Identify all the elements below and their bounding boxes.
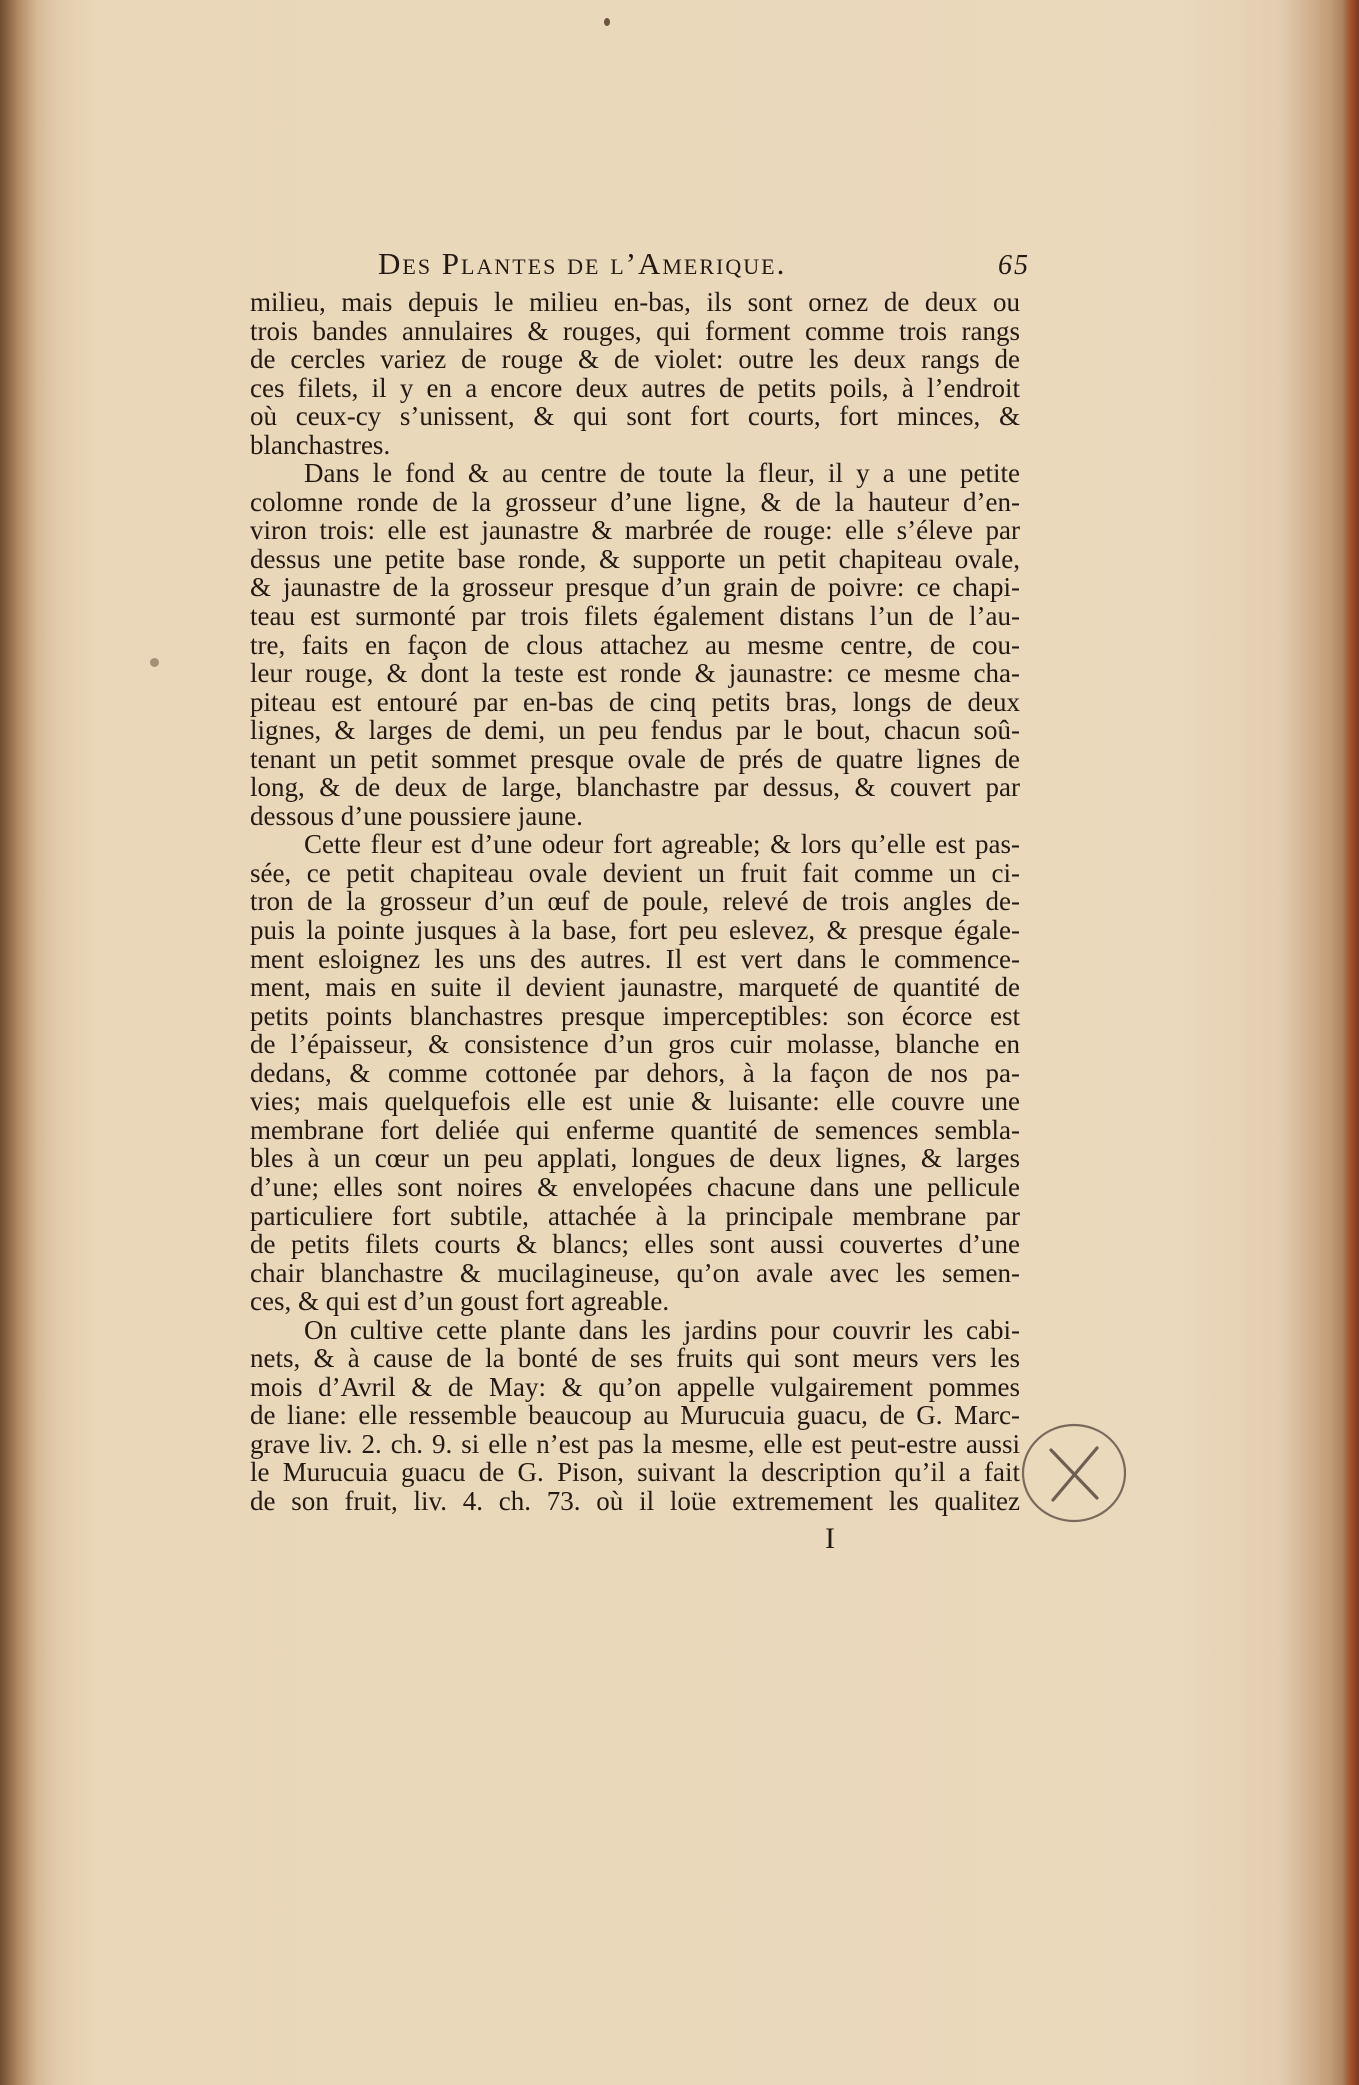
text-line: bles à un cœur un peu applati, longues de deux lignes, & larges xyxy=(250,1143,1020,1174)
body-text xyxy=(250,288,1020,1516)
text-line: d’une; elles sont noires & envelopées chacune dans une pellicule xyxy=(250,1171,1020,1202)
text-line: tre, faits en façon de clous attachez au mesme centre, de cou- xyxy=(250,629,1020,660)
text-line: particuliere fort subtile, attachée à la principale membrane par xyxy=(250,1200,1020,1231)
text-line: ces, & qui est d’un goust fort agreable. xyxy=(250,1286,670,1317)
text-line: chair blanchastre & mucilagineuse, qu’on avale avec les semen- xyxy=(250,1257,1020,1288)
text-line: dedans, & comme cottonée par dehors, à la façon de nos pa- xyxy=(250,1057,1020,1088)
text-line: grave liv. 2. ch. 9. si elle n’est pas la mesme, elle est peut-estre aussi xyxy=(250,1428,1020,1459)
text-line: lignes, & larges de demi, un peu fendus par le bout, chacun soû- xyxy=(250,715,1020,746)
text-line: leur rouge, & dont la teste est ronde & jaunastre: ce mesme cha- xyxy=(250,658,1020,689)
text-line: où ceux-cy s’unissent, & qui sont fort courts, fort minces, & xyxy=(250,401,1020,432)
text-line: mois d’Avril & de May: & qu’on appelle vulgairement pommes xyxy=(250,1371,1020,1402)
text-line: de cercles variez de rouge & de violet: outre les deux rangs de xyxy=(250,344,1020,375)
text-line: ment, mais en suite il devient jaunastre, marqueté de quantité de xyxy=(250,972,1020,1003)
text-line: de liane: elle ressemble beaucoup au Murucuia guacu, de G. Marc- xyxy=(250,1400,1020,1431)
text-line: de petits filets courts & blancs; elles sont aussi couvertes d’une xyxy=(250,1229,1020,1260)
text-block xyxy=(250,244,1030,1556)
text-line: ment esloignez les uns des autres. Il est vert dans le commence- xyxy=(250,943,1020,974)
text-line: tron de la grosseur d’un œuf de poule, relevé de trois angles de- xyxy=(250,886,1020,917)
ink-speck xyxy=(604,18,610,26)
text-line: tenant un petit sommet presque ovale de prés de quatre lignes de xyxy=(250,743,1020,774)
running-head-title: Des Plantes de l’Amerique. xyxy=(378,246,787,281)
ink-speck xyxy=(150,658,159,667)
text-line: teau est surmonté par trois filets également distans l’un de l’au- xyxy=(250,601,1020,632)
text-line: colomne ronde de la grosseur d’une ligne, & de la hauteur d’en- xyxy=(250,486,1020,517)
text-line: milieu, mais depuis le milieu en-bas, ils sont ornez de deux ou xyxy=(250,287,1020,317)
text-line: viron trois: elle est jaunastre & marbrée de rouge: elle s’éleve par xyxy=(250,515,1020,546)
text-line: sée, ce petit chapiteau ovale devient un fruit fait comme un ci- xyxy=(250,857,1020,888)
text-line: On cultive cette plante dans les jardins pour couvrir les cabi- xyxy=(304,1314,1020,1345)
text-line: piteau est entouré par en-bas de cinq petits bras, longs de deux xyxy=(250,686,1020,717)
text-line: long, & de deux de large, blanchastre par dessus, & couvert par xyxy=(250,772,1020,803)
text-line: membrane fort deliée qui enferme quantité de semences sembla- xyxy=(250,1114,1020,1145)
text-line: le Murucuia guacu de G. Pison, suivant la description qu’il a fait xyxy=(250,1457,1020,1488)
text-line: dessous d’une poussiere jaune. xyxy=(250,800,583,831)
binding-gutter xyxy=(0,0,56,2085)
text-line: vies; mais quelquefois elle est unie & luisante: elle couvre une xyxy=(250,1086,1020,1117)
text-line: de l’épaisseur, & consistence d’un gros cuir molasse, blanche en xyxy=(250,1029,1020,1060)
text-line: nets, & à cause de la bonté de ses fruits qui sont meurs vers les xyxy=(250,1343,1020,1374)
text-line: Cette fleur est d’une odeur fort agreable; & lors qu’elle est pas- xyxy=(304,829,1020,860)
text-line: & jaunastre de la grosseur presque d’un grain de poivre: ce chapi- xyxy=(250,572,1020,603)
text-line: trois bandes annulaires & rouges, qui forment comme trois rangs xyxy=(250,315,1020,346)
text-line: ces filets, il y en a encore deux autres de petits poils, à l’endroit xyxy=(250,372,1020,403)
text-line: petits points blanchastres presque imperceptibles: son écorce est xyxy=(250,1000,1020,1031)
text-line: Dans le fond & au centre de toute la fleur, il y a une petite xyxy=(304,458,1020,489)
running-head xyxy=(378,244,1030,284)
pencil-annotation xyxy=(1017,1416,1131,1530)
text-line: de son fruit, liv. 4. ch. 73. où il loüe extremement les qualitez xyxy=(250,1485,1020,1516)
text-line: dessus une petite base ronde, & supporte un petit chapiteau ovale, xyxy=(250,543,1020,574)
text-line: puis la pointe jusques à la base, fort peu eslevez, & presque égale- xyxy=(250,915,1020,946)
page-number: 65 xyxy=(998,250,1030,281)
signature-mark: I xyxy=(825,1521,835,1555)
page-edge xyxy=(1343,0,1359,2085)
text-line: blanchastres. xyxy=(250,429,391,460)
